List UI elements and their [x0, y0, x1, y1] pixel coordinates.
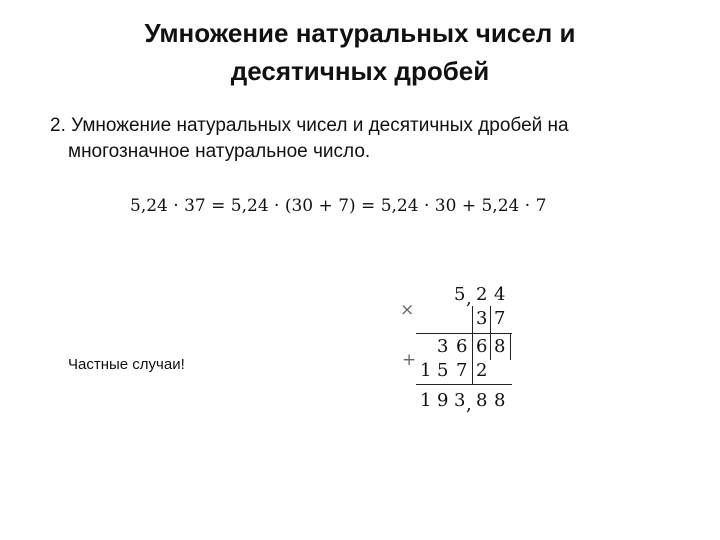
multiplicand-digit: 5 [454, 284, 466, 305]
formula-term: 7 [535, 196, 547, 216]
special-cases-note: Частные случаи! [68, 356, 185, 373]
formula-term: 5,24 [380, 196, 419, 216]
formula-term: 5,24 [481, 196, 520, 216]
multiplicand-digit: 2 [476, 284, 488, 305]
formula-operator: · [524, 196, 531, 216]
item-text-line-1: Умножение натуральных чисел и десятичных дробей на [71, 115, 569, 136]
formula-operator: = [361, 196, 376, 216]
formula-operator: = [211, 196, 226, 216]
result-digit: 1 [420, 390, 432, 411]
partial-product-2-digit: 7 [456, 360, 468, 381]
column-multiplication [392, 280, 522, 420]
partial-product-1-digit: 6 [456, 336, 468, 357]
partial-product-1-digit: 6 [476, 336, 488, 357]
list-item [50, 113, 690, 165]
formula-operator: + [318, 196, 333, 216]
multiplier-digit: 3 [476, 308, 488, 329]
times-sign: × [400, 300, 415, 320]
result-digit: 9 [437, 390, 449, 411]
multiplicand-digit: 4 [494, 284, 506, 305]
slide-title [60, 14, 660, 90]
formula-term: (30 [284, 196, 314, 216]
result-digit: 8 [476, 390, 488, 411]
formula-operator: · [173, 196, 179, 216]
formula-operator: + [461, 196, 477, 216]
result-comma: , [466, 394, 472, 415]
partial-product-2-digit: 2 [476, 360, 488, 381]
item-number: 2. [50, 115, 66, 136]
result-digit: 3 [454, 390, 466, 411]
partial-product-2-digit: 5 [437, 360, 449, 381]
formula-term: 5,24 [230, 196, 269, 216]
plus-sign: + [402, 350, 417, 370]
title-line-1: Умножение натуральных чисел и [144, 18, 576, 48]
column-divider [490, 306, 491, 360]
formula-operator: · [423, 196, 430, 216]
multiplicand-comma: , [466, 288, 472, 309]
formula [130, 196, 546, 216]
multiplier-digit: 7 [494, 308, 506, 329]
item-text-line-2: многозначное натуральное число. [68, 141, 371, 162]
formula-term: 7) [338, 196, 356, 216]
formula-term: 5,24 [130, 196, 168, 216]
title-line-2: десятичных дробей [230, 56, 490, 86]
row-divider [416, 333, 512, 334]
formula-term: 30 [434, 196, 457, 216]
column-divider [510, 333, 511, 360]
column-divider [472, 306, 473, 384]
partial-product-1-digit: 8 [494, 336, 506, 357]
partial-product-2-digit: 1 [420, 360, 432, 381]
formula-operator: · [274, 196, 280, 216]
result-digit: 8 [494, 390, 506, 411]
sum-divider [416, 384, 512, 385]
partial-product-1-digit: 3 [437, 336, 449, 357]
formula-term: 37 [184, 196, 206, 216]
